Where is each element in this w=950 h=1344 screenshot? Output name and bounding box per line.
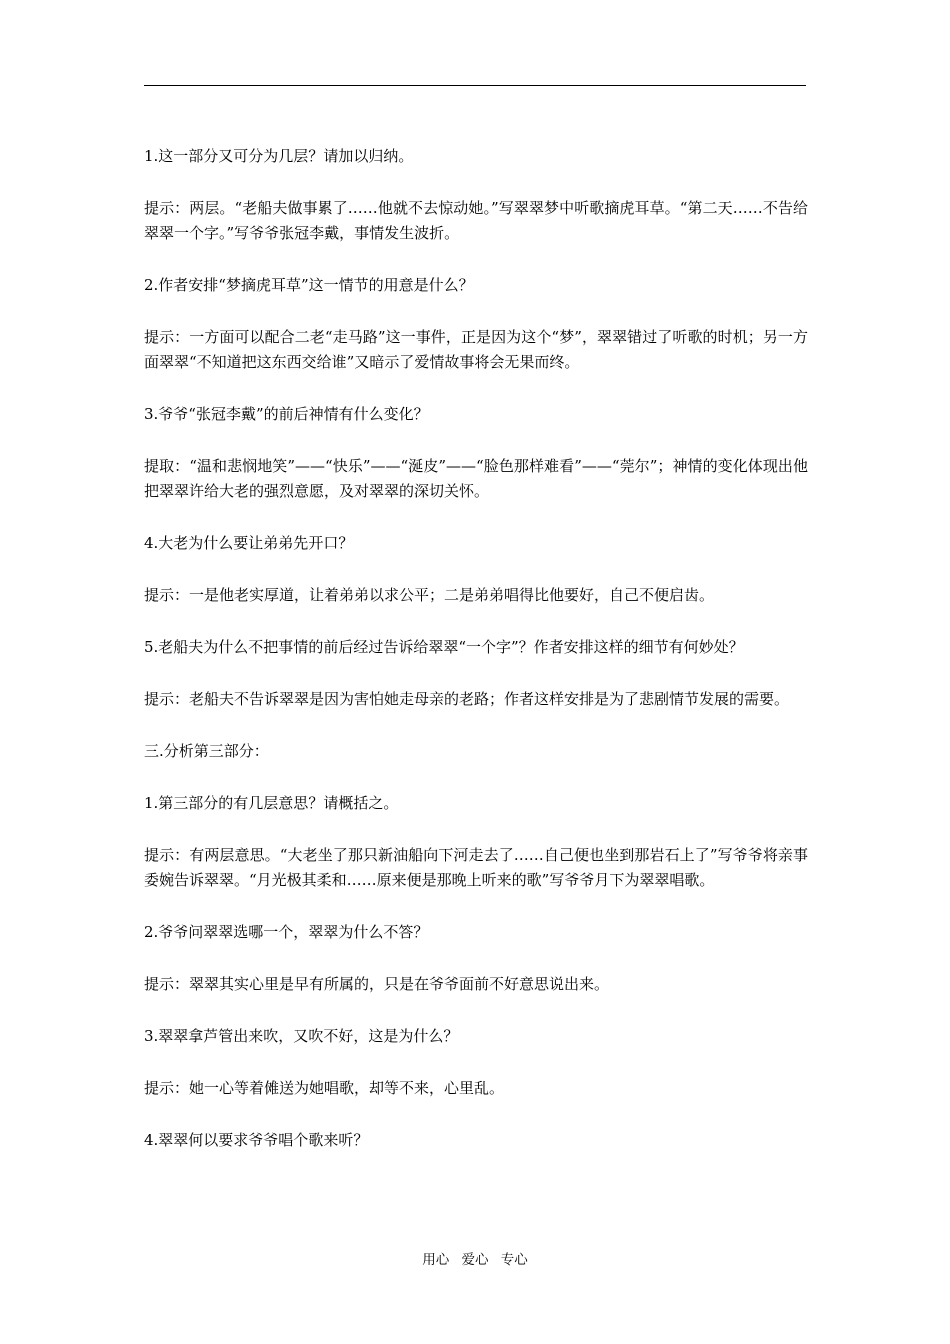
part3-answer-2: 提示：翠翠其实心里是早有所属的，只是在爷爷面前不好意思说出来。 <box>144 975 610 993</box>
section-heading: 三.分析第三部分： <box>144 742 269 760</box>
part3-question-3: 3.翠翠拿芦管出来吹，又吹不好，这是为什么？ <box>144 1027 459 1045</box>
answer-3: 提取：“温和悲悯地笑”——“快乐”——“涎皮”——“脸色那样难看”——“莞尔”；神情的变化体现出他把翠翠许给大老的强烈意愿，及对翠翠的深切关怀。 <box>144 457 808 500</box>
document-body <box>144 144 808 1180</box>
header-rule <box>144 85 806 86</box>
part3-question-2: 2.爷爷问翠翠选哪一个，翠翠为什么不答？ <box>144 923 429 941</box>
answer-2: 提示：一方面可以配合二老“走马路”这一事件，正是因为这个“梦”，翠翠错过了听歌的时机；另一方面翠翠“不知道把这东西交给谁”又暗示了爱情故事将会无果而终。 <box>144 328 808 371</box>
part3-answer-1: 提示：有两层意思。“大老坐了那只新油船向下河走去了……自己便也坐到那岩石上了”写爷爷将亲事委婉告诉翠翠。“月光极其柔和……原来便是那晚上听来的歌”写爷爷月下为翠翠唱歌。 <box>144 846 808 889</box>
page-footer: 用心 爱心 专心 <box>422 1252 528 1268</box>
question-1: 1.这一部分又可分为几层？请加以归纳。 <box>144 147 414 165</box>
answer-1: 提示：两层。“老船夫做事累了……他就不去惊动她。”写翠翠梦中听歌摘虎耳草。“第二天……不告给翠翠一个字。”写爷爷张冠李戴，事情发生波折。 <box>144 199 808 242</box>
question-2: 2.作者安排“梦摘虎耳草”这一情节的用意是什么？ <box>144 276 474 294</box>
question-4: 4.大老为什么要让弟弟先开口？ <box>144 534 354 552</box>
question-3: 3.爷爷“张冠李戴”的前后神情有什么变化？ <box>144 405 429 423</box>
answer-5: 提示：老船夫不告诉翠翠是因为害怕她走母亲的老路；作者这样安排是为了悲剧情节发展的需要。 <box>144 690 790 708</box>
part3-question-4: 4.翠翠何以要求爷爷唱个歌来听？ <box>144 1131 369 1149</box>
part3-question-1: 1.第三部分的有几层意思？请概括之。 <box>144 794 399 812</box>
part3-answer-3: 提示：她一心等着傩送为她唱歌，却等不来，心里乱。 <box>144 1079 505 1097</box>
answer-4: 提示：一是他老实厚道，让着弟弟以求公平；二是弟弟唱得比他要好，自己不便启齿。 <box>144 586 715 604</box>
question-5: 5.老船夫为什么不把事情的前后经过告诉给翠翠“一个字”？作者安排这样的细节有何妙处？ <box>144 638 744 656</box>
